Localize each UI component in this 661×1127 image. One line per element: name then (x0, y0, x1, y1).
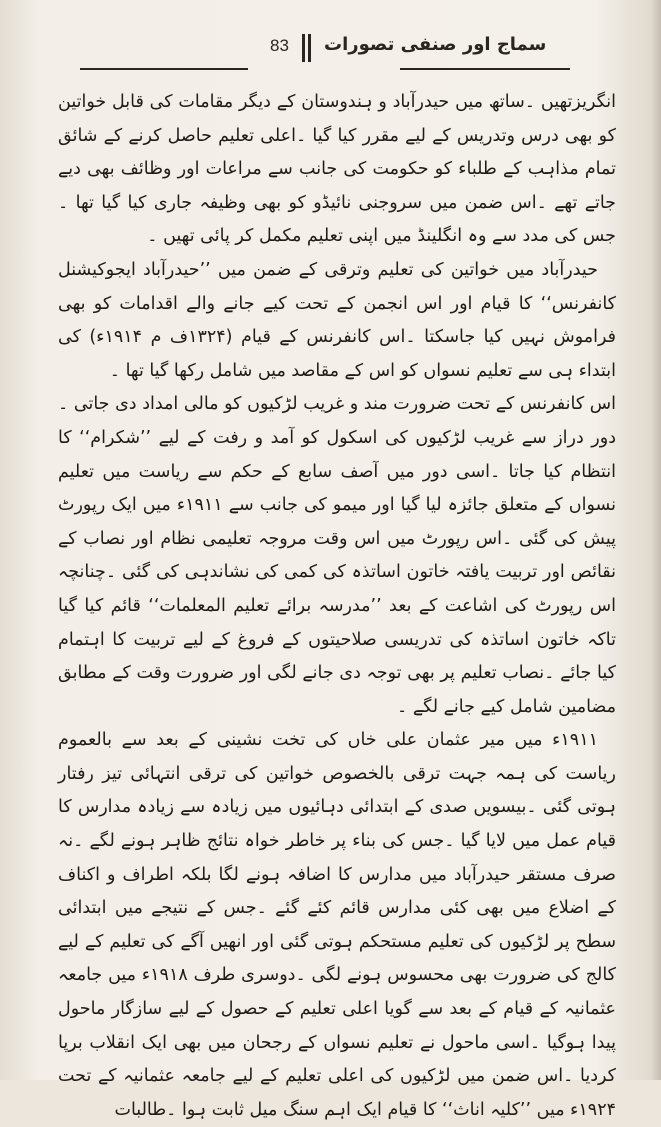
paragraph-2: حیدرآباد میں خواتین کی تعلیم وترقی کے ضمن میں ’’حیدرآباد ایجوکیشنل کانفرنس‘‘ کا قیام اور اس انجمن کے تحت کیے جانے والے اقدامات کو بھی فراموش نہیں کیا جاسکتا ۔اس کانفرنس کے قیام (۱۳۲۴ف م ۱۹۱۴ء) کی ابتداء ہی سے تعلیم نسواں کو اس کے مقاصد میں شامل رکھا گیا تھا ۔ (58, 259, 616, 381)
paragraph-4: ۱۹۱۱ء میں میر عثمان علی خاں کی تخت نشینی کے بعد سے بالعموم ریاست کی ہمہ جہت ترقی بالخصوص خواتین کی ترقی انتہائی تیز رفتار ہوتی گئی ۔بیسویں صدی کے ابتدائی دہائیوں میں زیادہ سے زیادہ مدارس کا قیام عمل میں لایا گیا ۔جس کی بناء پر خاطر خواہ نتائج ظاہر ہونے لگے ۔نہ صرف مستقر حیدرآباد میں مدارس کا اضافہ ہونے لگا بلکہ اطراف و اکناف کے اضلاع میں بھی کئی مدارس قائم کئے گئے ۔جس کے نتیجے میں ابتدائی سطح پر لڑکیوں کی تعلیم مستحکم ہوتی گئی اور انھیں آگے کی تعلیم کے لیے کالج کی ضرورت بھی محسوس ہونے لگی ۔دوسری طرف ۱۹۱۸ء میں جامعہ عثمانیہ کے قیام کے بعد سے گویا اعلی تعلیم کے حصول کے لیے سازگار ماحول پیدا ہوگیا ۔اسی ماحول نے تعلیم نسواں کے رجحان میں بھی ایک انقلاب برپا کردیا ۔اس ضمن میں لڑکیوں کی اعلی تعلیم کے لیے جامعہ عثمانیہ کے تحت ۱۹۲۴ء میں ’’کلیہ اناث‘‘ کا قیام ایک اہم سنگ میل ثابت ہوا ۔طالبات (58, 730, 616, 1120)
header-rule-left (80, 68, 248, 70)
paragraph-1: انگریزتھیں ۔ساتھ میں حیدرآباد و ہندوستان کے دیگر مقامات کی قابل خواتین کو بھی درس وتدریس کے لیے مقرر کیا گیا ۔اعلی تعلیم حاصل کرنے کے شائق تمام مذاہب کے طلباء کو حکومت کی جانب سے مراعات اور وظائف بھی دیے جاتے تھے ۔اس ضمن میں سروجنی نائیڈو کو بھی وظیفہ جاری کیا گیا تھا ۔جس کی مدد سے وہ انگلینڈ میں اپنی تعلیم مکمل کر پائی تھیں ۔ (58, 92, 616, 247)
body-text (58, 86, 616, 1127)
page-edge-shadow (651, 0, 661, 1080)
page-number: 83 (270, 36, 289, 55)
header-divider-bar (302, 34, 305, 62)
paragraph-3: اس کانفرنس کے تحت ضرورت مند و غریب لڑکیوں کو مالی امداد دی جاتی ۔دور دراز سے غریب لڑکیوں کی اسکول کو آمد و رفت کے لیے ’’شکرام‘‘ کا انتظام کیا جاتا ۔اسی دور میں آصف سابع کے حکم سے ریاست میں تعلیم نسواں کے متعلق جائزہ لیا گیا اور میمو کی جانب سے ۱۹۱۱ء میں ایک رپورٹ پیش کی گئی ۔اس رپورٹ میں اس وقت مروجہ تعلیمی نظام اور نصاب کے نقائص اور تربیت یافتہ خاتون اساتذہ کی کمی کی نشاندہی کی گئی ۔چنانچہ اس رپورٹ کی اشاعت کے بعد ’’مدرسہ برائے تعلیم المعلمات‘‘ قائم کیا گیا تاکہ خاتون اساتذہ کی تدریسی صلاحیتوں کے فروغ کے لیے تربیت کا اہتمام کیا جائے ۔نصاب تعلیم پر بھی توجہ دی جانے لگی اور ضرورت وقت کے مطابق مضامین شامل کیے جانے لگے ۔ (58, 394, 617, 717)
running-title: سماج اور صنفی تصورات (324, 34, 547, 55)
running-header (80, 28, 560, 72)
header-rule-right (400, 68, 570, 70)
header-divider-bar (308, 34, 311, 62)
